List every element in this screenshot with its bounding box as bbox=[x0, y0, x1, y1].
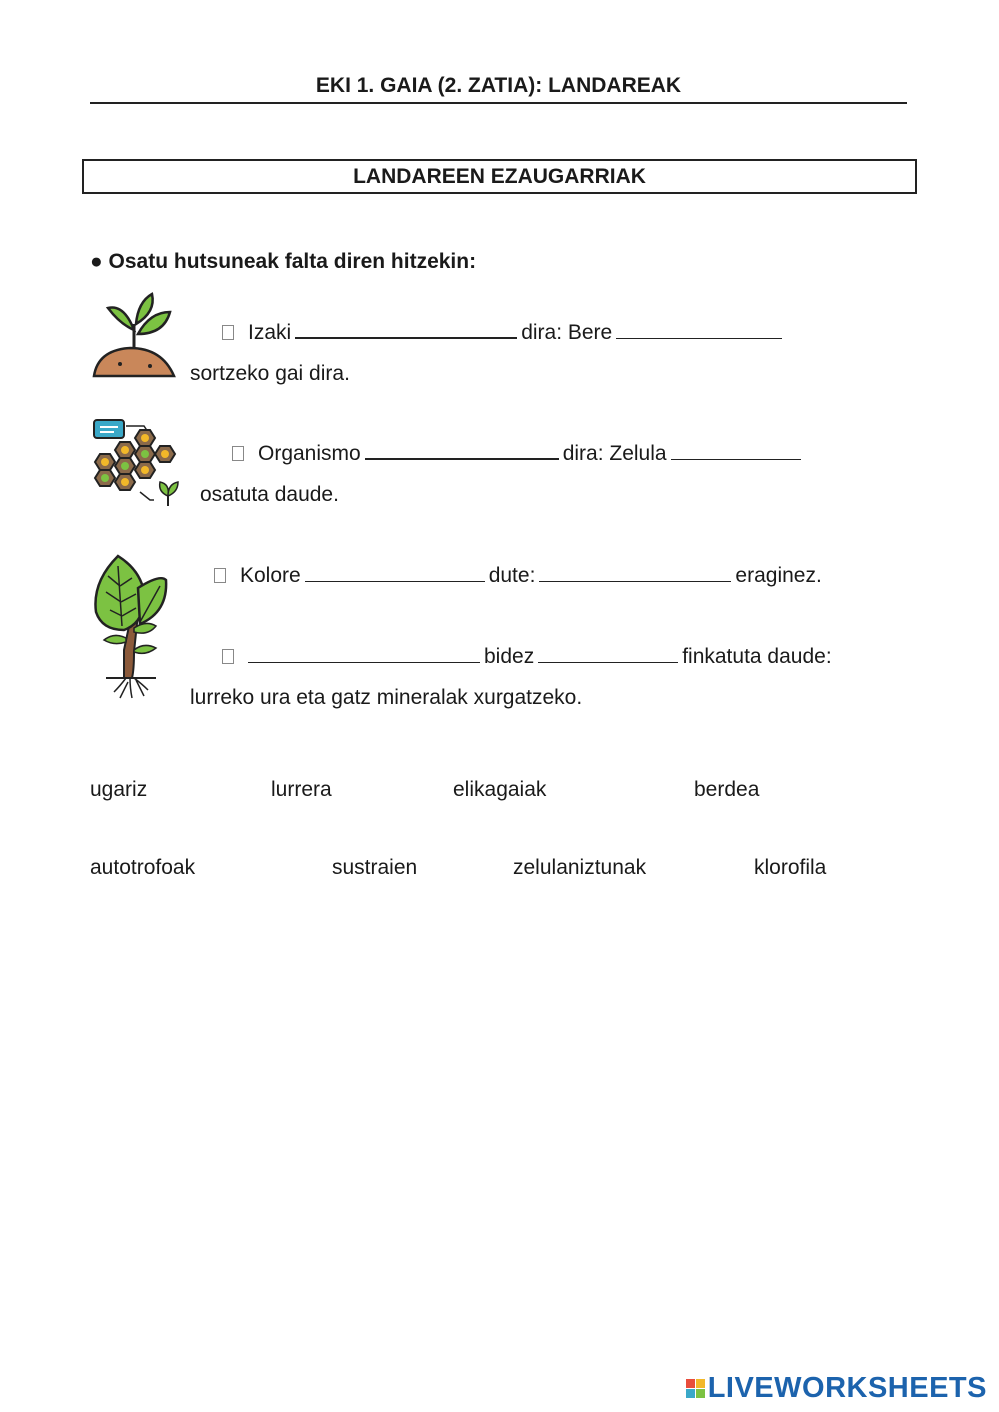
blank-input[interactable] bbox=[538, 644, 678, 663]
word-bank-item[interactable]: klorofila bbox=[754, 856, 827, 879]
word-bank-item[interactable]: lurrera bbox=[271, 778, 332, 801]
tree-icon bbox=[90, 552, 170, 702]
item-2-line-1: Organismo dira: Zelula bbox=[232, 440, 805, 468]
item-4-line-1: bidez finkatuta daude: bbox=[222, 643, 832, 671]
blank-input[interactable] bbox=[365, 440, 559, 460]
blank-input[interactable] bbox=[539, 563, 731, 582]
page-title: EKI 1. GAIA (2. ZATIA): LANDAREAK bbox=[90, 70, 907, 104]
word-bank-item[interactable]: elikagaiak bbox=[453, 778, 547, 801]
word-bank-item[interactable]: ugariz bbox=[90, 778, 148, 801]
logo-text: LIVEWORKSHEETS bbox=[707, 1371, 987, 1404]
word-bank-item[interactable]: autotrofoak bbox=[90, 856, 196, 879]
word-bank-item[interactable]: berdea bbox=[694, 778, 760, 801]
checkbox-icon bbox=[214, 568, 226, 583]
blank-input[interactable] bbox=[616, 320, 782, 339]
logo-mark-icon bbox=[686, 1379, 705, 1398]
item-2-line-2: osatuta daude. bbox=[200, 483, 339, 506]
section-title: LANDAREEN EZAUGARRIAK bbox=[82, 159, 917, 194]
blank-input[interactable] bbox=[305, 563, 485, 582]
checkbox-icon bbox=[232, 446, 244, 461]
item-1-line-1: Izaki dira: Bere bbox=[222, 319, 786, 347]
sprout-icon bbox=[90, 290, 178, 382]
item-3-line-1: Kolore dute: eraginez. bbox=[214, 562, 822, 590]
word-bank-item[interactable]: sustraien bbox=[332, 856, 418, 879]
blank-input[interactable] bbox=[248, 644, 480, 663]
word-bank-item[interactable]: zelulaniztunak bbox=[513, 856, 647, 879]
item-1-line-2: sortzeko gai dira. bbox=[190, 362, 350, 385]
blank-input[interactable] bbox=[671, 441, 801, 460]
cells-icon bbox=[90, 416, 184, 508]
checkbox-icon bbox=[222, 325, 234, 340]
item-4-line-2: lurreko ura eta gatz mineralak xurgatzeko. bbox=[190, 686, 583, 709]
instruction-text: ● Osatu hutsuneak falta diren hitzekin: bbox=[90, 250, 477, 273]
liveworksheets-logo bbox=[686, 1372, 987, 1404]
checkbox-icon bbox=[222, 649, 234, 664]
blank-input[interactable] bbox=[295, 319, 517, 339]
